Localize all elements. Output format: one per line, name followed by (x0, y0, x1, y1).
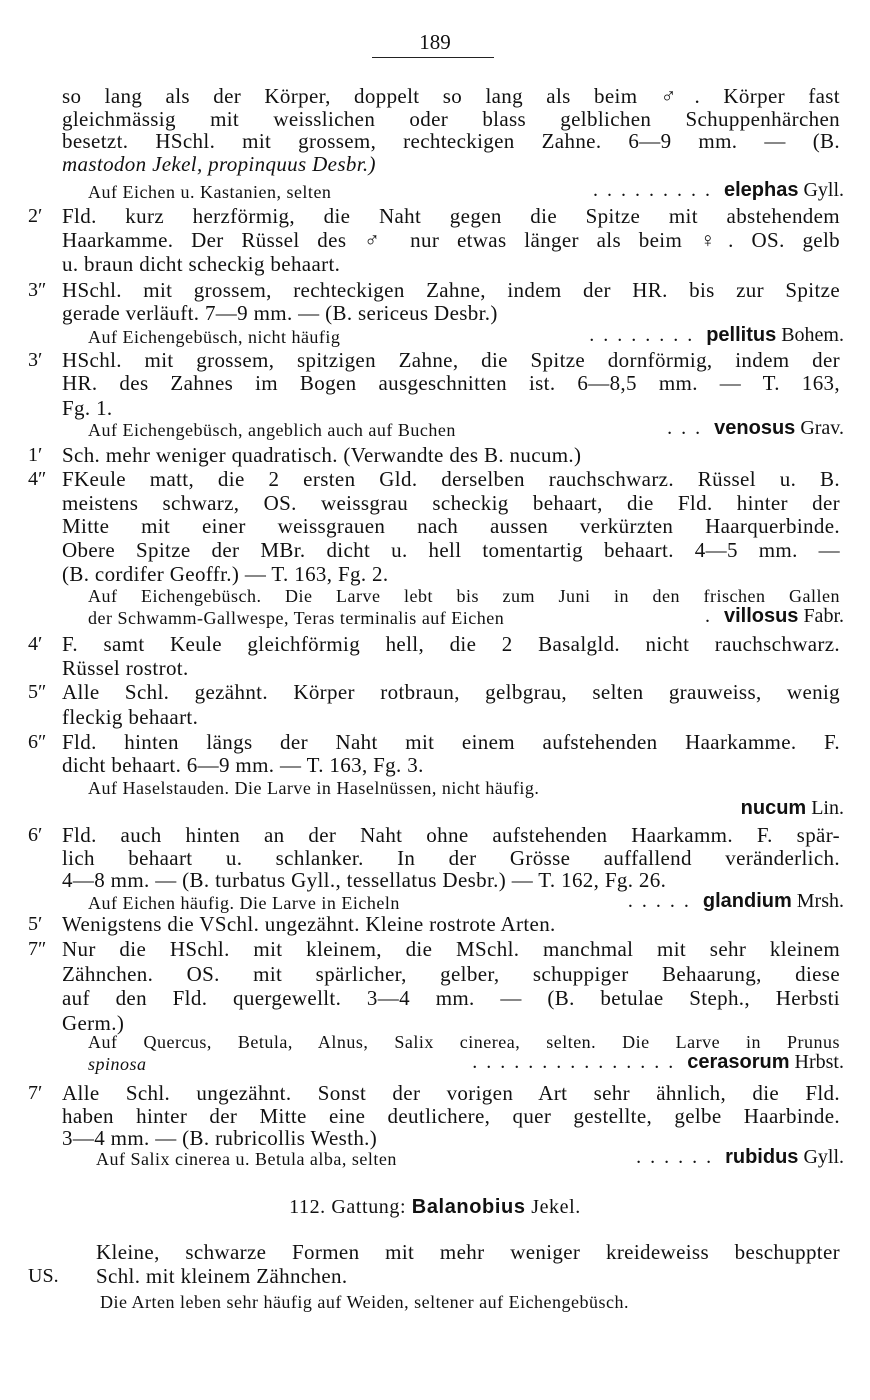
text-line: FKeule matt, die 2 ersten Gld. derselben rauchschwarz. Rüssel u. B. (62, 467, 840, 491)
text-line: 3—4 mm. — (B. rubricollis Westh.) (62, 1126, 378, 1150)
species-author: Hrbst. (794, 1051, 844, 1073)
text-line: Kleine, schwarze Formen mit mehr weniger kreideweiss beschuppter (96, 1240, 840, 1264)
page-number: 189 (419, 30, 451, 54)
habitat-line: Die Arten leben sehr häufig auf Weiden, seltener auf Eichengebüsch. (100, 1292, 630, 1312)
text-line: Obere Spitze der MBr. dicht u. hell tomentartig behaart. 4—5 mm. — (62, 538, 840, 562)
species-author: Gyll. (803, 179, 844, 201)
text-line: HR. des Zahnes im Bogen ausgeschnitten ist. 6—8,5 mm. — T. 163, (62, 371, 840, 395)
species-entry: . villosus Fabr. (704, 605, 844, 627)
species-name: elephas (723, 179, 799, 201)
species-author: Gyll. (803, 1146, 844, 1168)
text-line: F. samt Keule gleichförmig hell, die 2 Basalgld. nicht rauchschwarz. (62, 632, 840, 656)
text-line: fleckig behaart. (62, 705, 199, 729)
text-line: dicht behaart. 6—9 mm. — T. 163, Fg. 3. (62, 753, 424, 777)
text-line: Schl. mit kleinem Zähnchen. (96, 1264, 348, 1288)
species-author: Fabr. (803, 605, 844, 627)
genus-author: Jekel. (531, 1196, 581, 1218)
text-line: Germ.) (62, 1011, 125, 1035)
species-name: cerasorum (687, 1051, 790, 1073)
species-entry: ...... rubidus Gyll. (636, 1146, 844, 1168)
text-line: u. braun dicht scheckig behaart. (62, 252, 341, 276)
species-entry (741, 796, 844, 820)
text-line: Fld. kurz herzförmig, die Naht gegen die Spitze mit abstehendem (62, 204, 840, 228)
species-entry: ..... glandium Mrsh. (627, 890, 844, 912)
habitat-line: Auf Eichengebüsch. Die Larve lebt bis zum Juni in den frischen Gallen (88, 586, 840, 606)
text-line: Rüssel rostrot. (62, 656, 189, 680)
species-author: Grav. (800, 417, 844, 439)
couplet-number: 5′ (28, 913, 43, 935)
text-line: Haarkamme. Der Rüssel des ♂ nur etwas länger als beim ♀. OS. gelb (62, 228, 840, 252)
couplet-number: 6″ (28, 731, 47, 753)
text-line: gleichmässig mit weisslichen oder blass gelblichen Schuppenhärchen (62, 107, 840, 131)
habitat-line: der Schwamm-Gallwespe, Teras terminalis auf Eichen (88, 608, 505, 628)
text-line: so lang als der Körper, doppelt so lang als beim ♂. Körper fast (62, 84, 840, 108)
text-line: 4—8 mm. — (B. turbatus Gyll., tessellatus Desbr.) — T. 162, Fg. 26. (62, 868, 667, 892)
habitat-line: Auf Salix cinerea u. Betula alba, selten (96, 1149, 397, 1169)
couplet-number: 3″ (28, 279, 47, 301)
species-name: pellitus (706, 324, 777, 346)
couplet-number: 4′ (28, 633, 43, 655)
text-line: Fg. 1. (62, 396, 113, 420)
species-author: Mrsh. (796, 890, 844, 912)
text-line: (B. cordifer Geoffr.) — T. 163, Fg. 2. (62, 562, 389, 586)
text-line: Sch. mehr weniger quadratisch. (Verwandte des B. nucum.) (62, 443, 582, 467)
habitat-line: Auf Eichen häufig. Die Larve in Eicheln (88, 893, 400, 913)
species-author: Lin. (811, 797, 844, 819)
synonym-line: mastodon Jekel, propinquus Desbr.) (62, 152, 376, 176)
couplet-number: 4″ (28, 468, 47, 490)
text-line: Fld. hinten längs der Naht mit einem aufstehenden Haarkamme. F. (62, 730, 840, 754)
text-line: Fld. auch hinten an der Naht ohne aufstehenden Haarkamm. F. spär- (62, 823, 840, 847)
text-line: HSchl. mit grossem, spitzigen Zahne, die Spitze dornförmig, indem der (62, 348, 840, 372)
habitat-line: Auf Haselstauden. Die Larve in Haselnüssen, nicht häufig. (88, 778, 540, 798)
text-line: auf den Fld. quergewellt. 3—4 mm. — (B. betulae Steph., Herbsti (62, 986, 840, 1010)
couplet-number: 6′ (28, 824, 43, 846)
genus-name: Balanobius (411, 1196, 526, 1218)
text-line: Wenigstens die VSchl. ungezähnt. Kleine rostrote Arten. (62, 912, 556, 936)
habitat-line: Auf Eichengebüsch, angeblich auch auf Buchen (88, 420, 456, 440)
text-line: besetzt. HSchl. mit grossem, rechteckigen Zahne. 6—9 mm. — (B. (62, 129, 840, 153)
species-name: glandium (702, 890, 792, 912)
text-line: gerade verläuft. 7—9 mm. — (B. sericeus Desbr.) (62, 301, 498, 325)
text-line: Alle Schl. ungezähnt. Sonst der vorigen Art sehr ähnlich, die Fld. (62, 1081, 840, 1105)
page-number-rule (372, 57, 494, 58)
genus-prefix: 112. Gattung: (289, 1196, 407, 1218)
species-author: Bohem. (781, 324, 844, 346)
text-line: lich behaart u. schlanker. In der Grösse auffallend veränderlich. (62, 846, 840, 870)
text-line: Zähnchen. OS. mit spärlicher, gelber, schuppiger Behaarung, diese (62, 962, 840, 986)
text-line: meistens schwarz, OS. weissgrau scheckig behaart, die Fld. hinter der (62, 491, 840, 515)
species-entry: ... venosus Grav. (667, 417, 844, 439)
couplet-number: 5″ (28, 681, 47, 703)
species-entry: ......... elephas Gyll. (592, 179, 844, 201)
couplet-number: 7″ (28, 938, 47, 960)
habitat-line: Auf Eichen u. Kastanien, selten (88, 182, 332, 202)
couplet-number: US. (28, 1265, 59, 1287)
text-line: Mitte mit einer weissgrauen nach aussen verkürzten Haarquerbinde. (62, 514, 840, 538)
couplet-number: 7′ (28, 1082, 43, 1104)
text-line: haben hinter der Mitte eine deutlichere, quer gestellte, gelbe Haarbinde. (62, 1104, 840, 1128)
text-line: Alle Schl. gezähnt. Körper rotbraun, gelbgrau, selten grauweiss, wenig (62, 680, 840, 704)
species-entry: ............... cerasorum Hrbst. (472, 1051, 844, 1073)
habitat-line: Auf Eichengebüsch, nicht häufig (88, 327, 341, 347)
species-name: rubidus (725, 1146, 799, 1168)
species-name: nucum (740, 797, 807, 819)
text-line: HSchl. mit grossem, rechteckigen Zahne, indem der HR. bis zur Spitze (62, 278, 840, 302)
couplet-number: 3′ (28, 349, 43, 371)
species-name: villosus (723, 605, 799, 627)
text-line: Nur die HSchl. mit kleinem, die MSchl. manchmal mit sehr kleinem (62, 937, 840, 961)
habitat-line: Auf Quercus, Betula, Alnus, Salix cinerea, selten. Die Larve in Prunus (88, 1032, 840, 1052)
species-entry: ........ pellitus Bohem. (589, 324, 844, 346)
couplet-number: 1′ (28, 444, 43, 466)
habitat-line: spinosa (88, 1054, 147, 1074)
couplet-number: 2′ (28, 205, 43, 227)
genus-heading (0, 1196, 870, 1219)
species-name: venosus (714, 417, 796, 439)
